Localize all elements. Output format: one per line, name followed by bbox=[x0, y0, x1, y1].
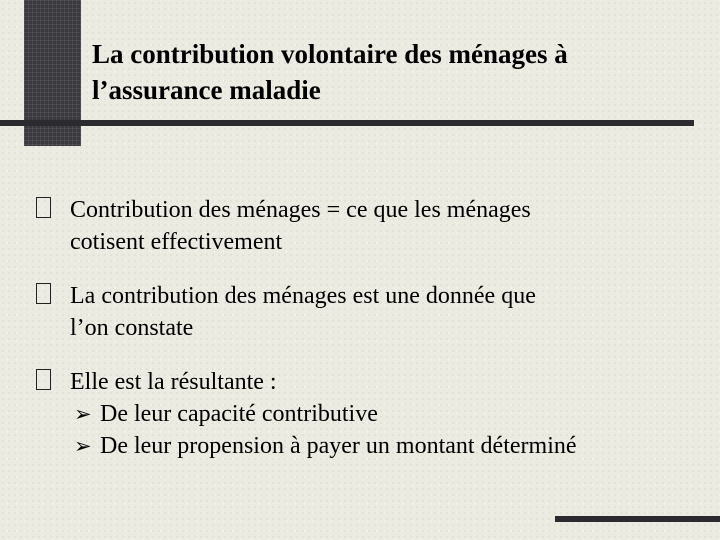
square-bullet-icon bbox=[36, 197, 51, 218]
square-bullet-icon bbox=[36, 369, 51, 390]
sub-bullet-text: De leur propension à payer un montant déterminé bbox=[100, 433, 577, 459]
sub-bullet-item-2 bbox=[36, 430, 706, 462]
bullet-item-2 bbox=[36, 280, 706, 344]
sub-bullet-text: De leur capacité contributive bbox=[100, 401, 378, 427]
bullet-text-line: La contribution des ménages est une donnée que bbox=[70, 283, 536, 309]
slide-body bbox=[36, 194, 706, 462]
arrow-bullet-icon: ➢ bbox=[74, 402, 92, 426]
bullet-text-line: l’on constate bbox=[70, 315, 194, 341]
sub-bullet-item-1 bbox=[36, 398, 706, 430]
title-line-1: La contribution volontaire des ménages à bbox=[92, 39, 568, 69]
bullet-text-line: Elle est la résultante : bbox=[70, 369, 277, 395]
bullet-item-3 bbox=[36, 366, 706, 398]
footer-rule bbox=[555, 516, 720, 522]
square-bullet-icon bbox=[36, 283, 51, 304]
title-line-2: l’assurance maladie bbox=[92, 75, 321, 105]
bullet-text-line: cotisent effectivement bbox=[70, 229, 283, 255]
bullet-text-line: Contribution des ménages = ce que les ménages bbox=[70, 197, 531, 223]
arrow-bullet-icon: ➢ bbox=[74, 434, 92, 458]
title-underline-rule bbox=[0, 120, 694, 126]
slide-title bbox=[92, 36, 692, 108]
bullet-item-1 bbox=[36, 194, 706, 258]
